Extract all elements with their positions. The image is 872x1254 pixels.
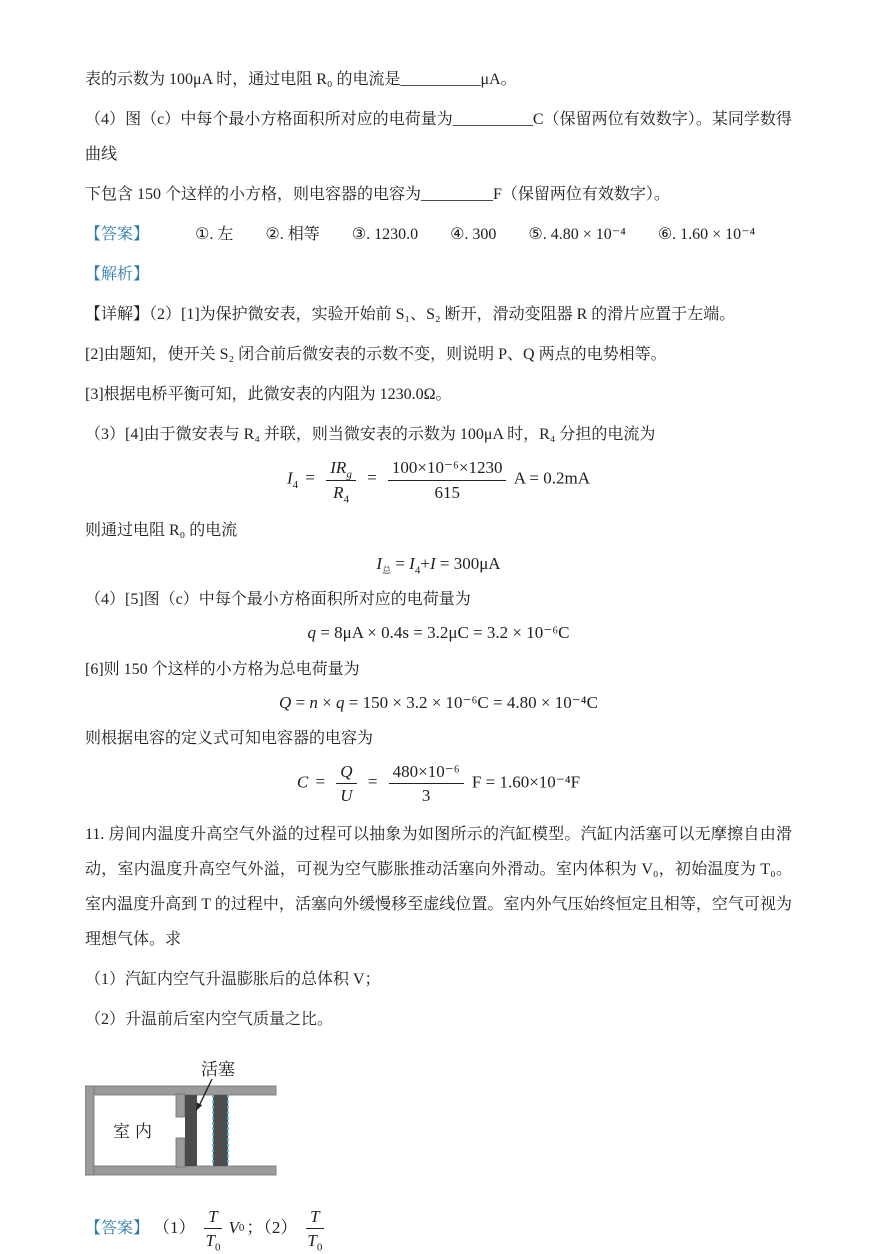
final-answer-part2-label: ；（2） <box>246 1218 298 1238</box>
formula-c-frac1 <box>336 761 356 806</box>
formula-c-frac2-den: 3 <box>421 786 431 806</box>
answer-item-4: ④. 300 <box>450 226 497 243</box>
room-label: 室内 <box>113 1121 157 1141</box>
final-answer-frac1-den-sub: 0 <box>214 1241 221 1254</box>
paragraph-detail-1: 【详解】（2）[1]为保护微安表，实验开始前 S₁、S₂ 断开，滑动变阻器 R 的滑片应置于左端。 <box>85 306 736 323</box>
paragraph-detail-6: （4）[5]图（c）中每个最小方格面积所对应的电荷量为 <box>85 591 471 609</box>
formula-c-frac2-num: 480×10⁻⁶ <box>389 761 464 785</box>
piston <box>185 1095 197 1166</box>
formula-i4-frac2 <box>388 457 507 502</box>
cylinder-piston-diagram <box>85 1049 792 1190</box>
formula-c-result: F = 1.60×10⁻⁴F <box>471 772 581 792</box>
formula-total-charge <box>85 692 792 713</box>
formula-i4-frac2-den: 615 <box>434 482 460 502</box>
formula-charge-q <box>85 622 792 643</box>
final-answer-frac2-den-sub: 0 <box>316 1241 323 1254</box>
answer-item-3: ③. 1230.0 <box>351 226 419 243</box>
formula-i4-var: I <box>287 468 293 488</box>
formula-i4-frac1-den: R <box>333 482 344 502</box>
formula-i4-frac1 <box>326 457 356 505</box>
formula-Q-n: n <box>309 692 318 712</box>
piston-arrow-head <box>196 1102 202 1111</box>
paragraph-question-11: 11. 房间内温度升高空气外溢的过程可以抽象为如图所示的汽缸模型。汽缸内活塞可以无摩擦自由滑动，室内温度升高空气外溢，可视为空气膨胀推动活塞向外滑动。室内体积为 V₀，初始温度为 T₀。室内温度升高到 T 的过程中，活塞向外缓慢移至虚线位置。室内外气压始终恒定且相等，空气可视为理想气体。求 <box>85 825 792 948</box>
formula-Q-var: Q <box>279 692 292 712</box>
room-right-wall-bottom <box>176 1138 185 1167</box>
final-answer-row: 【答案】 （1） $\frac{T}{T_0}$ V 0 ；（2） $\frac{T}{T_0}$ <box>85 1206 792 1251</box>
formula-i4-frac1-den-sub: 4 <box>343 492 349 505</box>
formula-i4-frac1-num: IR <box>330 458 347 477</box>
final-answer-frac2-den: T <box>307 1231 317 1251</box>
formula-total-current <box>85 553 792 577</box>
formula-capacitance <box>85 761 792 806</box>
final-answer-frac1 <box>202 1206 225 1254</box>
paragraph-detail-3: [3]根据电桥平衡可知，此微安表的内阻为 1230.0Ω。 <box>85 386 452 403</box>
paragraph-detail-2: [2]由题知，使开关 S₂ 闭合前后微安表的示数不变，则说明 P、Q 两点的电势相等。 <box>85 346 667 363</box>
formula-i4-result: A = 0.2mA <box>513 468 590 488</box>
paragraph-question-4b: 下包含 150 个这样的小方格，则电容器的电容为_________F（保留两位有效数字）。 <box>85 186 670 203</box>
final-answer-frac2-num: T <box>306 1206 323 1230</box>
paragraph-detail-7: [6]则 150 个这样的小方格为总电荷量为 <box>85 660 360 678</box>
formula-total-result: = 300μA <box>435 554 501 574</box>
formula-total-i4: I <box>409 554 415 574</box>
formula-c-frac1-den: U <box>340 786 353 806</box>
answer-item-6: ⑥. 1.60 × 10⁻⁴ <box>657 226 756 243</box>
room-left-wall <box>85 1086 94 1175</box>
piston-label: 活塞 <box>201 1059 235 1079</box>
formula-q-var: q <box>307 623 317 643</box>
cylinder-piston-svg <box>85 1049 281 1185</box>
paragraph-question-11-part2: （2）升温前后室内空气质量之比。 <box>85 1010 334 1028</box>
final-answer-frac1-den: T <box>205 1231 215 1251</box>
paragraph-meter-reading: 表的示数为 100μA 时，通过电阻 R₀ 的电流是__________μA。 <box>85 71 517 88</box>
answer-item-2: ②. 相等 <box>265 226 320 243</box>
answer-label: 【答案】 <box>85 226 150 243</box>
formula-Q-eq: = <box>291 692 310 712</box>
paragraph-question-4a: （4）图（c）中每个最小方格面积所对应的电荷量为__________C（保留两位有效数字）。某同学数得曲线 <box>85 111 792 163</box>
formula-c-eq1: = <box>315 772 326 792</box>
formula-c-frac1-num: Q <box>336 761 356 785</box>
formula-total-var: I <box>376 554 383 574</box>
formula-i4-frac1-num-sub: g <box>346 468 352 481</box>
piston-dashed-position <box>213 1095 228 1166</box>
formula-c-frac2 <box>389 761 464 806</box>
paragraph-detail-4: （3）[4]由于微安表与 R₄ 并联，则当微安表的示数为 100μA 时，R₄ 分担的电流为 <box>85 426 656 443</box>
formula-c-var: C <box>296 772 309 792</box>
formula-Q-times: × <box>317 692 337 712</box>
formula-c-eq2: = <box>367 772 378 792</box>
answer-row <box>85 217 792 252</box>
formula-Q-result: = 150 × 3.2 × 10⁻⁶C = 4.80 × 10⁻⁴C <box>344 692 598 712</box>
paragraph-detail-8: 则根据电容的定义式可知电容器的电容为 <box>85 729 374 747</box>
analysis-label: 【解析】 <box>85 266 150 283</box>
formula-i4 <box>85 457 792 505</box>
answer-item-1: ①. 左 <box>195 226 234 243</box>
final-answer-v0: V <box>228 1218 239 1238</box>
final-answer-part1-label: （1） <box>153 1218 196 1238</box>
formula-total-sub: 总 <box>382 565 392 576</box>
final-answer-frac2 <box>303 1206 326 1254</box>
formula-total-eq: = <box>391 554 410 574</box>
formula-i4-eq2: = <box>367 468 377 488</box>
room-right-wall-top <box>176 1094 185 1117</box>
formula-q-result: = 8μA × 0.4s = 3.2μC = 3.2 × 10⁻⁶C <box>316 623 570 643</box>
formula-Q-q: q <box>336 692 345 712</box>
final-answer-frac1-num: T <box>204 1206 221 1230</box>
formula-total-i: I <box>429 554 436 574</box>
formula-total-plus: + <box>420 554 430 574</box>
final-answer-label: 【答案】 <box>85 1219 150 1237</box>
formula-i4-sub: 4 <box>292 478 299 491</box>
answer-item-5: ⑤. 4.80 × 10⁻⁴ <box>528 226 626 243</box>
formula-i4-frac2-num: 100×10⁻⁶×1230 <box>388 457 507 481</box>
paragraph-detail-5: 则通过电阻 R₀ 的电流 <box>85 522 238 540</box>
formula-total-i4-sub: 4 <box>414 564 421 577</box>
paragraph-question-11-part1: （1）汽缸内空气升温膨胀后的总体积 V； <box>85 970 381 988</box>
formula-i4-eq1: = <box>305 468 316 488</box>
